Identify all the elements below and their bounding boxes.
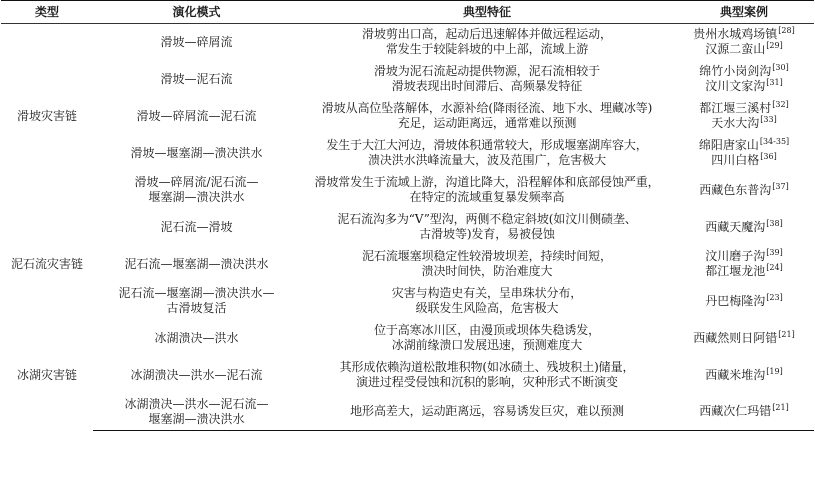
table-row <box>1 61 814 98</box>
case-cell: 西藏米堆沟[19] <box>705 366 783 382</box>
pattern-cell: 滑坡—碎屑流/泥石流— 堰塞湖—溃决洪水 <box>134 175 259 204</box>
pattern-cell: 冰湖溃决—洪水—泥石流 <box>130 367 263 382</box>
case-cell: 西藏天魔沟[38] <box>705 218 783 234</box>
header-pattern: 演化模式 <box>93 1 300 24</box>
table-row <box>1 98 814 135</box>
table-row <box>1 394 814 431</box>
header-type: 类型 <box>1 1 93 24</box>
pattern-cell: 泥石流—堰塞湖—溃决洪水— 古滑坡复活 <box>118 286 275 315</box>
table-row <box>1 357 814 394</box>
feature-cell: 其形成依赖沟道松散堆积物(如冰碛土、残坡积土)储量， 演进过程受侵蚀和沉积的影响，灾种形式不断演变 <box>339 360 635 389</box>
table-row <box>1 135 814 172</box>
table-row <box>1 320 814 357</box>
table-row <box>1 24 814 61</box>
feature-cell: 灾害与构造史有关，呈串珠状分布， 级联发生风险高，危害极大 <box>391 286 583 315</box>
table-row <box>1 246 814 283</box>
type-cell: 冰湖灾害链 <box>16 367 77 382</box>
type-cell: 泥石流灾害链 <box>10 256 83 271</box>
pattern-cell: 滑坡—泥石流 <box>160 71 233 86</box>
feature-cell: 滑坡剪出口高，起动后迅速解体并做远程运动， 常发生于较陡斜坡的中上部，流域上游 <box>362 27 612 57</box>
table-row <box>1 172 814 209</box>
feature-cell: 位于高寒冰川区，由漫顶或坝体失稳诱发， 冰湖前缘溃口发展迅速，预测难度大 <box>373 323 601 352</box>
table-row <box>1 209 814 246</box>
type-cell: 滑坡灾害链 <box>16 108 77 123</box>
pattern-cell: 泥石流—滑坡 <box>160 219 233 234</box>
pattern-cell: 滑坡—碎屑流—泥石流 <box>136 108 257 123</box>
feature-cell: 泥石流堰塞坝稳定性较滑坡坝差，持续时间短， 溃决时间快，防治难度大 <box>362 249 612 278</box>
case-cell: 汶川磨子沟[39] 都江堰龙池[24] <box>705 248 783 278</box>
case-cell: 丹巴梅隆沟[23] <box>705 292 783 308</box>
feature-cell: 泥石流沟多为“V”型沟，两侧不稳定斜坡(如汶川侧碛垄、 古滑坡等)发育，易被侵蚀 <box>337 212 637 241</box>
feature-cell: 滑坡常发生于流域上游，沟道比降大，沿程解体和底部侵蚀严重， 在特定的流域重复暴发频率高 <box>314 175 660 204</box>
pattern-cell: 冰湖溃决—洪水—泥石流— 堰塞湖—溃决洪水 <box>93 394 300 431</box>
feature-cell: 滑坡为泥石流起动提供物源，泥石流相较于 滑坡表现出时间滞后、高频暴发特征 <box>373 64 601 93</box>
case-cell: 绵竹小岗剑沟[30] 汶川文家沟[31] <box>699 63 789 93</box>
table-row <box>1 283 814 320</box>
feature-cell: 发生于大江大河边，滑坡体积通常较大，形成堰塞湖库容大， 溃决洪水洪峰流量大，波及范围广，危害极大 <box>326 138 648 167</box>
pattern-cell: 泥石流—堰塞湖—溃决洪水 <box>124 256 269 271</box>
header-feature: 典型特征 <box>300 1 674 24</box>
case-cell: 西藏然则日阿错[21] <box>693 329 795 345</box>
case-cell: 都江堰三溪村[32] 天水大沟[33] <box>699 100 789 130</box>
feature-cell: 滑坡从高位坠落解体，水源补给(降雨径流、地下水、埋藏冰等) 充足，运动距离远，通常难以预测 <box>321 101 653 130</box>
case-cell: 西藏次仁玛错[21] <box>674 394 814 431</box>
hazard-chain-table <box>1 0 814 431</box>
case-cell: 贵州水城鸡场镇[28] 汉源二蛮山[29] <box>693 26 795 57</box>
pattern-cell: 滑坡—堰塞湖—溃决洪水 <box>130 145 263 160</box>
case-cell: 绵阳唐家山[34-35] 四川白格[36] <box>698 137 790 167</box>
feature-cell: 地形高差大，运动距离远，容易诱发巨灾，难以预测 <box>300 394 674 431</box>
pattern-cell: 滑坡—碎屑流 <box>160 34 233 49</box>
case-cell: 西藏色东普沟[37] <box>699 181 789 197</box>
header-row <box>1 1 814 24</box>
header-case: 典型案例 <box>674 1 814 24</box>
pattern-cell: 冰湖溃决—洪水 <box>154 330 239 345</box>
